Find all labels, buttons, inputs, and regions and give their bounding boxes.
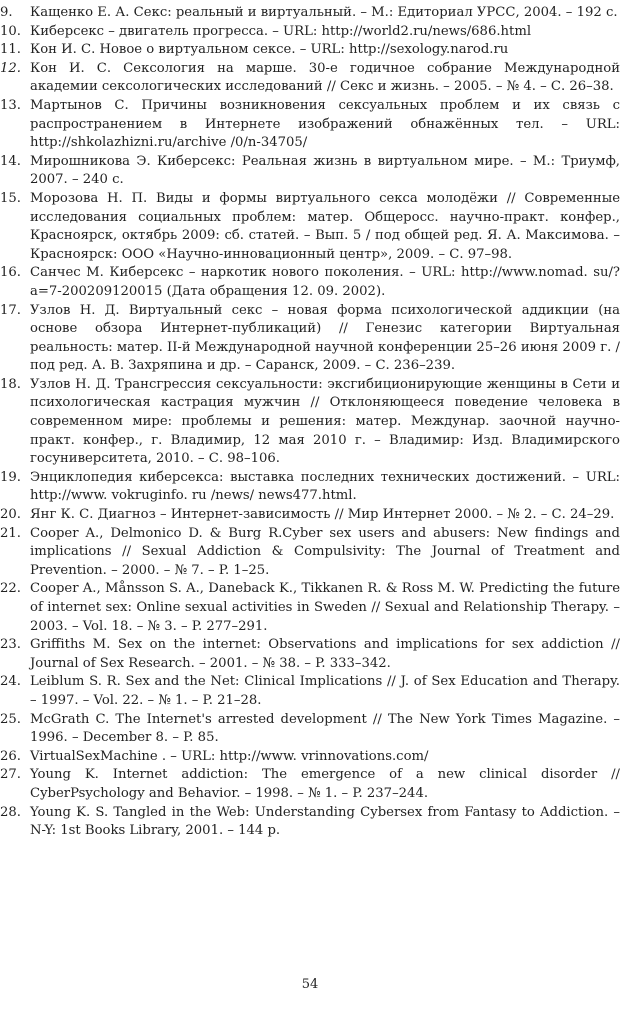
reference-list [0,4,620,841]
reference-text: Young K. S. Tangled in the Web: Understanding Cybersex from Fantasy to Addiction. – N-Y: 1st Books Library, 2001. – 144 p. [30,804,620,839]
reference-item [0,748,620,767]
reference-number: 19. [0,469,21,485]
reference-number: 17. [0,302,21,318]
reference-text: Кащенко Е. А. Секс: реальный и виртуальный. – М.: Едиториал УРСС, 2004. – 192 с. [30,5,618,20]
reference-item [0,636,620,673]
reference-text: Cooper A., Delmonico D. & Burg R.Cyber sex users and abusers: New findings and implications // Sexual Addiction & Compulsivity: The Journal of Treatment and Prevention. – 2000. – № 7. – P. 1–25. [30,525,620,578]
reference-text: Узлов Н. Д. Трансгрессия сексуальности: эксгибиционирующие женщины в Сети и психологическая кастрация мужчин // Отклоняющееся поведение человека в современном мире: проблемы и решения: матер. Междунар. заочной научно-практ. конфер., г. Владимир, 12 мая 2010 г. – Владимир: Изд. Владимирского госуниверситета, 2010. – С. 98–106. [30,376,620,467]
page-number: 54 [301,977,319,992]
reference-number: 13. [0,97,21,113]
reference-item [0,580,620,636]
reference-number: 22. [0,581,21,597]
reference-item [0,804,620,841]
reference-item [0,41,620,60]
reference-text: Энциклопедия киберсекса: выставка последних технических достижений. – URL: http://www. vokruginfo. ru /news/ news477.html. [30,469,620,504]
reference-item [0,97,620,153]
reference-number: 28. [0,804,21,820]
reference-item [0,376,620,469]
reference-text: Киберсекс – двигатель прогресса. – URL: http://world2.ru/news/686.html [30,23,532,39]
reference-number: 14. [0,153,21,169]
reference-text: Санчес М. Киберсекс – наркотик нового поколения. – URL: http://www.nomad. su/?a=7-200209120015 (Дата обращения 12. 09. 2002). [30,265,620,299]
reference-text: McGrath C. The Internet's arrested development // The New York Times Magazine. – 1996. – December 8. – P. 85. [30,711,620,746]
reference-text: Cooper A., Månsson S. A., Daneback K., Tikkanen R. & Ross M. W. Predicting the future of internet sex: Online sexual activities in Sweden // Sexual and Relationship Therapy. – 2003. – Vol. 18. – № 3. – P. 277–291. [30,581,620,634]
reference-item [0,525,620,581]
reference-number: 23. [0,637,21,653]
reference-text: Young K. Internet addiction: The emergence of a new clinical disorder // CyberPsychology and Behavior. – 1998. – № 1. – P. 237–244. [30,767,620,801]
reference-number: 24. [0,674,21,690]
reference-item [0,264,620,301]
reference-text: Узлов Н. Д. Виртуальный секс – новая форма психологической аддикции (на основе обзора Интернет-публикаций) // Генезис категории Виртуальная реальность: матер. II-й Международной научной конференции 25–26 июня 2009 г. / под ред. А. В. Захряпина и др. – Саранск, 2009. – С. 236–239. [30,302,620,374]
reference-number: 16. [0,265,21,281]
reference-number: 21. [0,525,21,541]
reference-item [0,60,620,97]
reference-number: 25. [0,711,21,727]
reference-number: 26. [0,748,21,764]
reference-item [0,190,620,264]
reference-item [0,673,620,710]
reference-text: Leiblum S. R. Sex and the Net: Clinical Implications // J. of Sex Education and Therapy. – 1997. – Vol. 22. – № 1. – P. 21–28. [30,674,620,708]
reference-number: 18. [0,376,21,392]
reference-number: 11. [0,42,21,58]
reference-item [0,302,620,376]
reference-item [0,23,620,42]
reference-text: Мартынов С. Причины возникновения сексуальных проблем и их связь с распространением в Интернете изображений обнажённых тел. – URL: http://shkolazhizni.ru/archive /0/n-34705/ [30,97,620,151]
reference-item [0,711,620,748]
reference-item [0,506,620,525]
reference-item [0,4,620,23]
reference-text: VirtualSexMachine . – URL: http://www. vrinnovations.com/ [30,748,429,764]
reference-item [0,766,620,803]
reference-text: Кон И. С. Сексология на марше. 30-е годичное собрание Международной академии сексологических исследований // Секс и жизнь. – 2005. – № 4. – С. 26–38. [30,60,620,95]
reference-number: 12. [0,60,21,76]
reference-number: 15. [0,190,21,206]
reference-number: 9. [0,5,13,20]
reference-text: Мирошникова Э. Киберсекс: Реальная жизнь в виртуальном мире. – М.: Триумф, 2007. – 240 с. [30,153,620,188]
reference-text: Морозова Н. П. Виды и формы виртуального секса молодёжи // Современные исследования социальных проблем: матер. Общеросс. научно-практ. конфер., Красноярск, октябрь 2009: сб. статей. – Вып. 5 / под общей ред. Я. А. Максимова. – Красноярск: ООО «Научно-инновационный центр», 2009. – С. 97–98. [30,190,620,262]
reference-item [0,469,620,506]
reference-item [0,153,620,190]
reference-number: 27. [0,767,21,783]
reference-text: Янг К. С. Диагноз – Интернет-зависимость // Мир Интернет 2000. – № 2. – С. 24–29. [30,507,615,523]
reference-text: Кон И. С. Новое о виртуальном сексе. – URL: http://sexology.narod.ru [30,42,509,58]
reference-number: 10. [0,23,21,39]
reference-text: Griffiths M. Sex on the internet: Observations and implications for sex addiction // Journal of Sex Research. – 2001. – № 38. – P. 333–342. [30,637,620,671]
reference-number: 20. [0,507,21,523]
